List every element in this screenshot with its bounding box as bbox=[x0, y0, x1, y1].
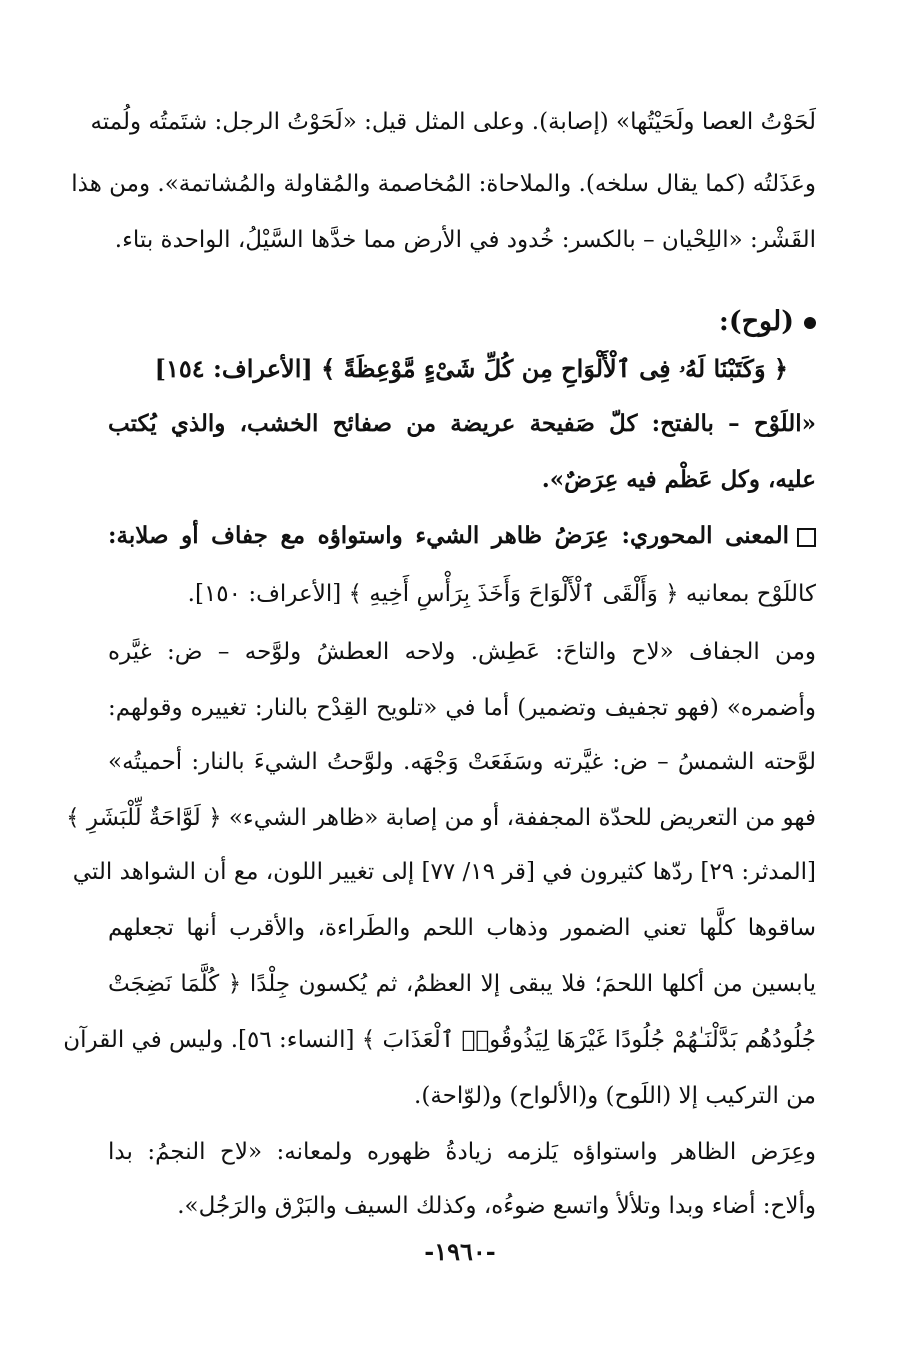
text-line: كاللَوْح بمعانيه ﴿ وَأَلْقَى ٱلْأَلْوَاحَ وَأَخَذَ بِرَأْسِ أَخِيهِ ﴾ [الأعراف: ١٥٠]. bbox=[187, 581, 816, 607]
core-meaning-line bbox=[108, 514, 816, 558]
text-line: وأضمره» (فهو تجفيف وتضمير) أما في «تلويح القِدْح بالنار: تغييره وقولهم: bbox=[108, 695, 816, 721]
text-line: ومن الجفاف «لاح والتاحَ: عَطِش. ولاحه العطشُ ولوَّحه – ض: غيَّره bbox=[108, 639, 816, 665]
heading-text: (لوح): bbox=[718, 306, 794, 337]
bullet-icon bbox=[804, 317, 816, 329]
section-heading bbox=[719, 296, 816, 348]
page-number: -١٩٦٠- bbox=[424, 1237, 496, 1266]
text-line: فهو من التعريض للحدّة المجففة، أو من إصابة «ظاهر الشيء» ﴿ لَوَّاحَةٌ لِّلْبَشَرِ ﴾ bbox=[66, 805, 816, 831]
text-line: القَشْر: «اللِحْيان – بالكسر: خُدود في الأرض مما خدَّها السَّيْلُ، الواحدة بتاء. bbox=[114, 227, 816, 253]
text-line: وألاح: أضاء وبدا وتلألأ واتسع ضوءُه، وكذلك السيف والبَرْق والرَجُل». bbox=[177, 1193, 816, 1219]
text-line: يابسين من أكلها اللحمَ؛ فلا يبقى إلا العظمُ، ثم يُكسون جِلْدًا ﴿ كُلَّمَا نَضِجَتْ bbox=[108, 971, 816, 997]
text-line: لَحَوْتُ العصا ولَحَيْتُها» (إصابة). وعلى المثل قيل: «لَحَوْتُ الرجل: شتَمتُه ولُمته bbox=[90, 109, 816, 135]
text-line: وعَذَلتُه (كما يقال سلخه). والملاحاة: المُخاصمة والمُقاولة والمُشاتمة». ومن هذا bbox=[71, 171, 816, 197]
text-line: وعِرَض الظاهر واستواؤه يَلزمه زيادةُ ظهوره ولمعانه: «لاح النجمُ: بدا bbox=[108, 1139, 816, 1165]
checkbox-icon bbox=[797, 528, 816, 547]
core-meaning-text: المعنى المحوري: عِرَضُ ظاهر الشيء واستواؤه مع جفاف أو صلابة: bbox=[108, 522, 789, 549]
text-line: لوَّحته الشمسُ – ض: غيَّرته وسَفَعَتْ وَجْهَه. ولوَّحتُ الشيءَ بالنار: أحميتُه» bbox=[108, 749, 816, 775]
definition-line: عليه، وكل عَظْم فيه عِرَضٌ». bbox=[541, 466, 816, 493]
text-line: من التركيب إلا (اللَوح) و(الألواح) و(لوّاحة). bbox=[414, 1083, 816, 1109]
definition-line: «اللَوْح – بالفتح: كلّ صَفيحة عريضة من صفائح الخشب، والذي يُكتب bbox=[108, 410, 816, 437]
text-line: ساقوها كلَّها تعني الضمور وذهاب اللحم والطَراءة، والأقرب أنها تجعلهم bbox=[108, 915, 816, 941]
text-line: [المدثر: ٢٩] ردّها كثيرون في [قر ١٩/ ٧٧] إلى تغيير اللون، مع أن الشواهد التي bbox=[72, 859, 816, 885]
quran-verse: ﴿ وَكَتَبْنَا لَهُۥ فِى ٱلْأَلْوَاحِ مِن كُلِّ شَىْءٍ مَّوْعِظَةً ﴾ [الأعراف: ١٥٤] bbox=[154, 354, 788, 383]
text-line: جُلُودُهُم بَدَّلْنَـٰهُمْ جُلُودًا غَيْرَهَا لِيَذُوقُوا۟ ٱلْعَذَابَ ﴾ [النساء: ٥٦]. وليس في القرآن bbox=[63, 1027, 816, 1053]
